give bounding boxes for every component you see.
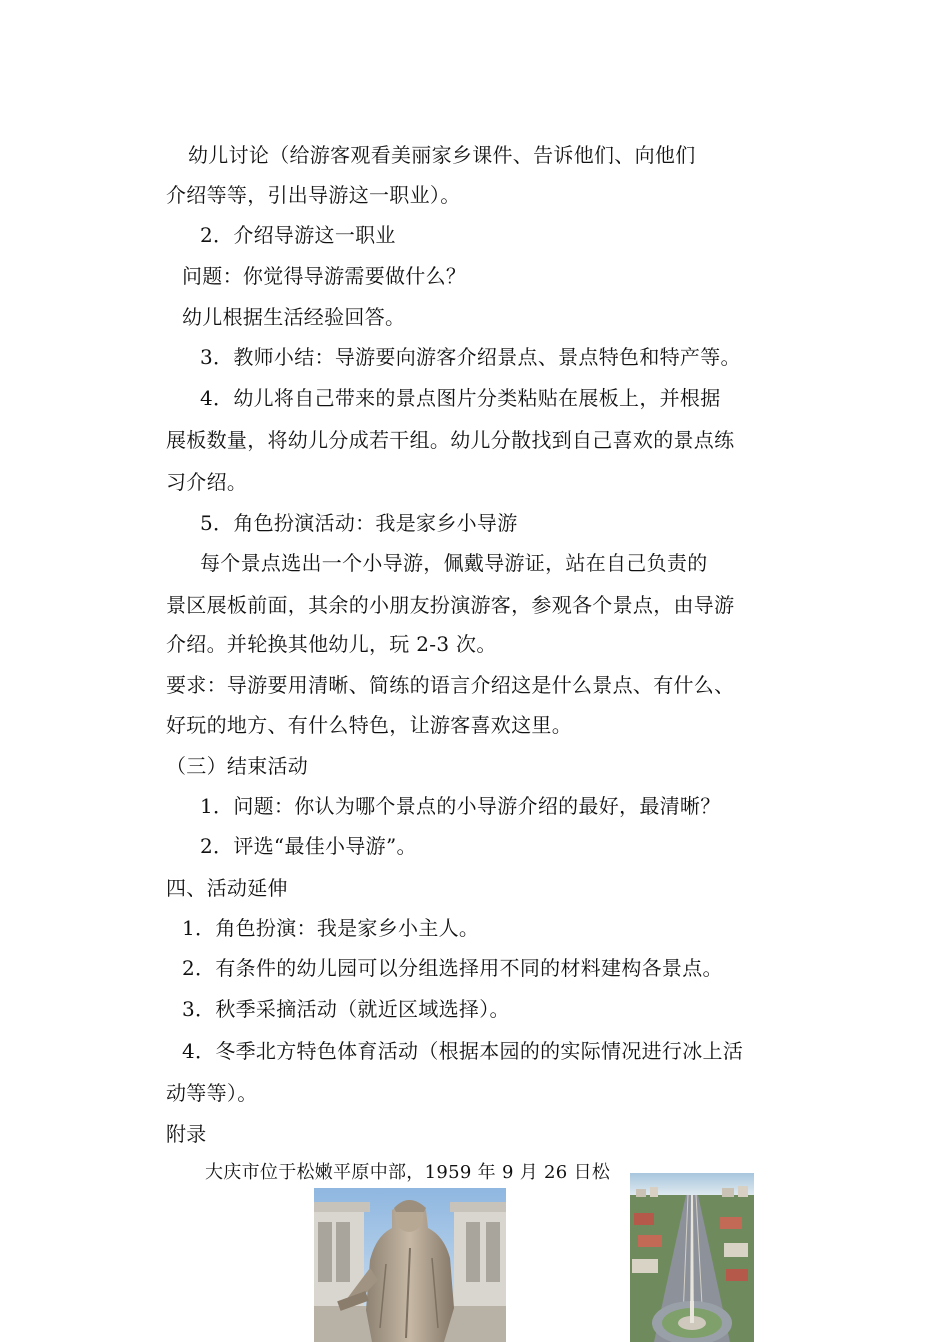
paragraph-line: 每个景点选出一个小导游，佩戴导游证，站在自己负责的 — [200, 551, 708, 575]
section-heading: 3．教师小结：导游要向游客介绍景点、景点特色和特产等。 — [200, 345, 741, 369]
paragraph-line: 景区展板前面，其余的小朋友扮演游客，参观各个景点，由导游 — [166, 593, 735, 617]
paragraph-line: 1．问题：你认为哪个景点的小导游介绍的最好，最清晰？ — [200, 794, 721, 818]
section-heading: 四、活动延伸 — [166, 876, 288, 900]
paragraph-line: 2．评选“最佳小导游”。 — [200, 834, 417, 858]
section-heading: 4．幼儿将自己带来的景点图片分类粘贴在展板上，并根据 — [200, 386, 721, 410]
section-heading: 5．角色扮演活动：我是家乡小导游 — [200, 511, 518, 535]
paragraph-line: 1．角色扮演：我是家乡小主人。 — [182, 916, 480, 940]
appendix-text: 大庆市位于松嫩平原中部，1959 年 9 月 26 日松 — [205, 1162, 611, 1183]
paragraph-line: 2．有条件的幼儿园可以分组选择用不同的材料建构各景点。 — [182, 956, 723, 980]
paragraph-line: 动等等）。 — [166, 1081, 258, 1105]
paragraph-line: 介绍等等，引出导游这一职业）。 — [166, 183, 461, 207]
paragraph-line: 问题：你觉得导游需要做什么？ — [182, 264, 467, 288]
paragraph-line: 好玩的地方、有什么特色，让游客喜欢这里。 — [166, 713, 572, 737]
statue-photo — [314, 1188, 506, 1342]
section-heading: 附录 — [166, 1122, 207, 1146]
paragraph-line: 习介绍。 — [166, 470, 248, 494]
paragraph-line: 4．冬季北方特色体育活动（根据本园的的实际情况进行冰上活 — [182, 1039, 744, 1063]
paragraph-line: 要求：导游要用清晰、简练的语言介绍这是什么景点、有什么、 — [166, 673, 735, 697]
paragraph-line: 幼儿讨论（给游客观看美丽家乡课件、告诉他们、向他们 — [188, 143, 696, 167]
city-aerial-photo — [630, 1173, 754, 1342]
section-heading: 2．介绍导游这一职业 — [200, 223, 396, 247]
paragraph-line: 介绍。并轮换其他幼儿，玩 2-3 次。 — [166, 632, 497, 656]
paragraph-line: 3．秋季采摘活动（就近区域选择）。 — [182, 997, 510, 1021]
section-heading: （三）结束活动 — [166, 754, 309, 778]
paragraph-line: 幼儿根据生活经验回答。 — [182, 305, 406, 329]
paragraph-line: 展板数量，将幼儿分成若干组。幼儿分散找到自己喜欢的景点练 — [166, 428, 735, 452]
